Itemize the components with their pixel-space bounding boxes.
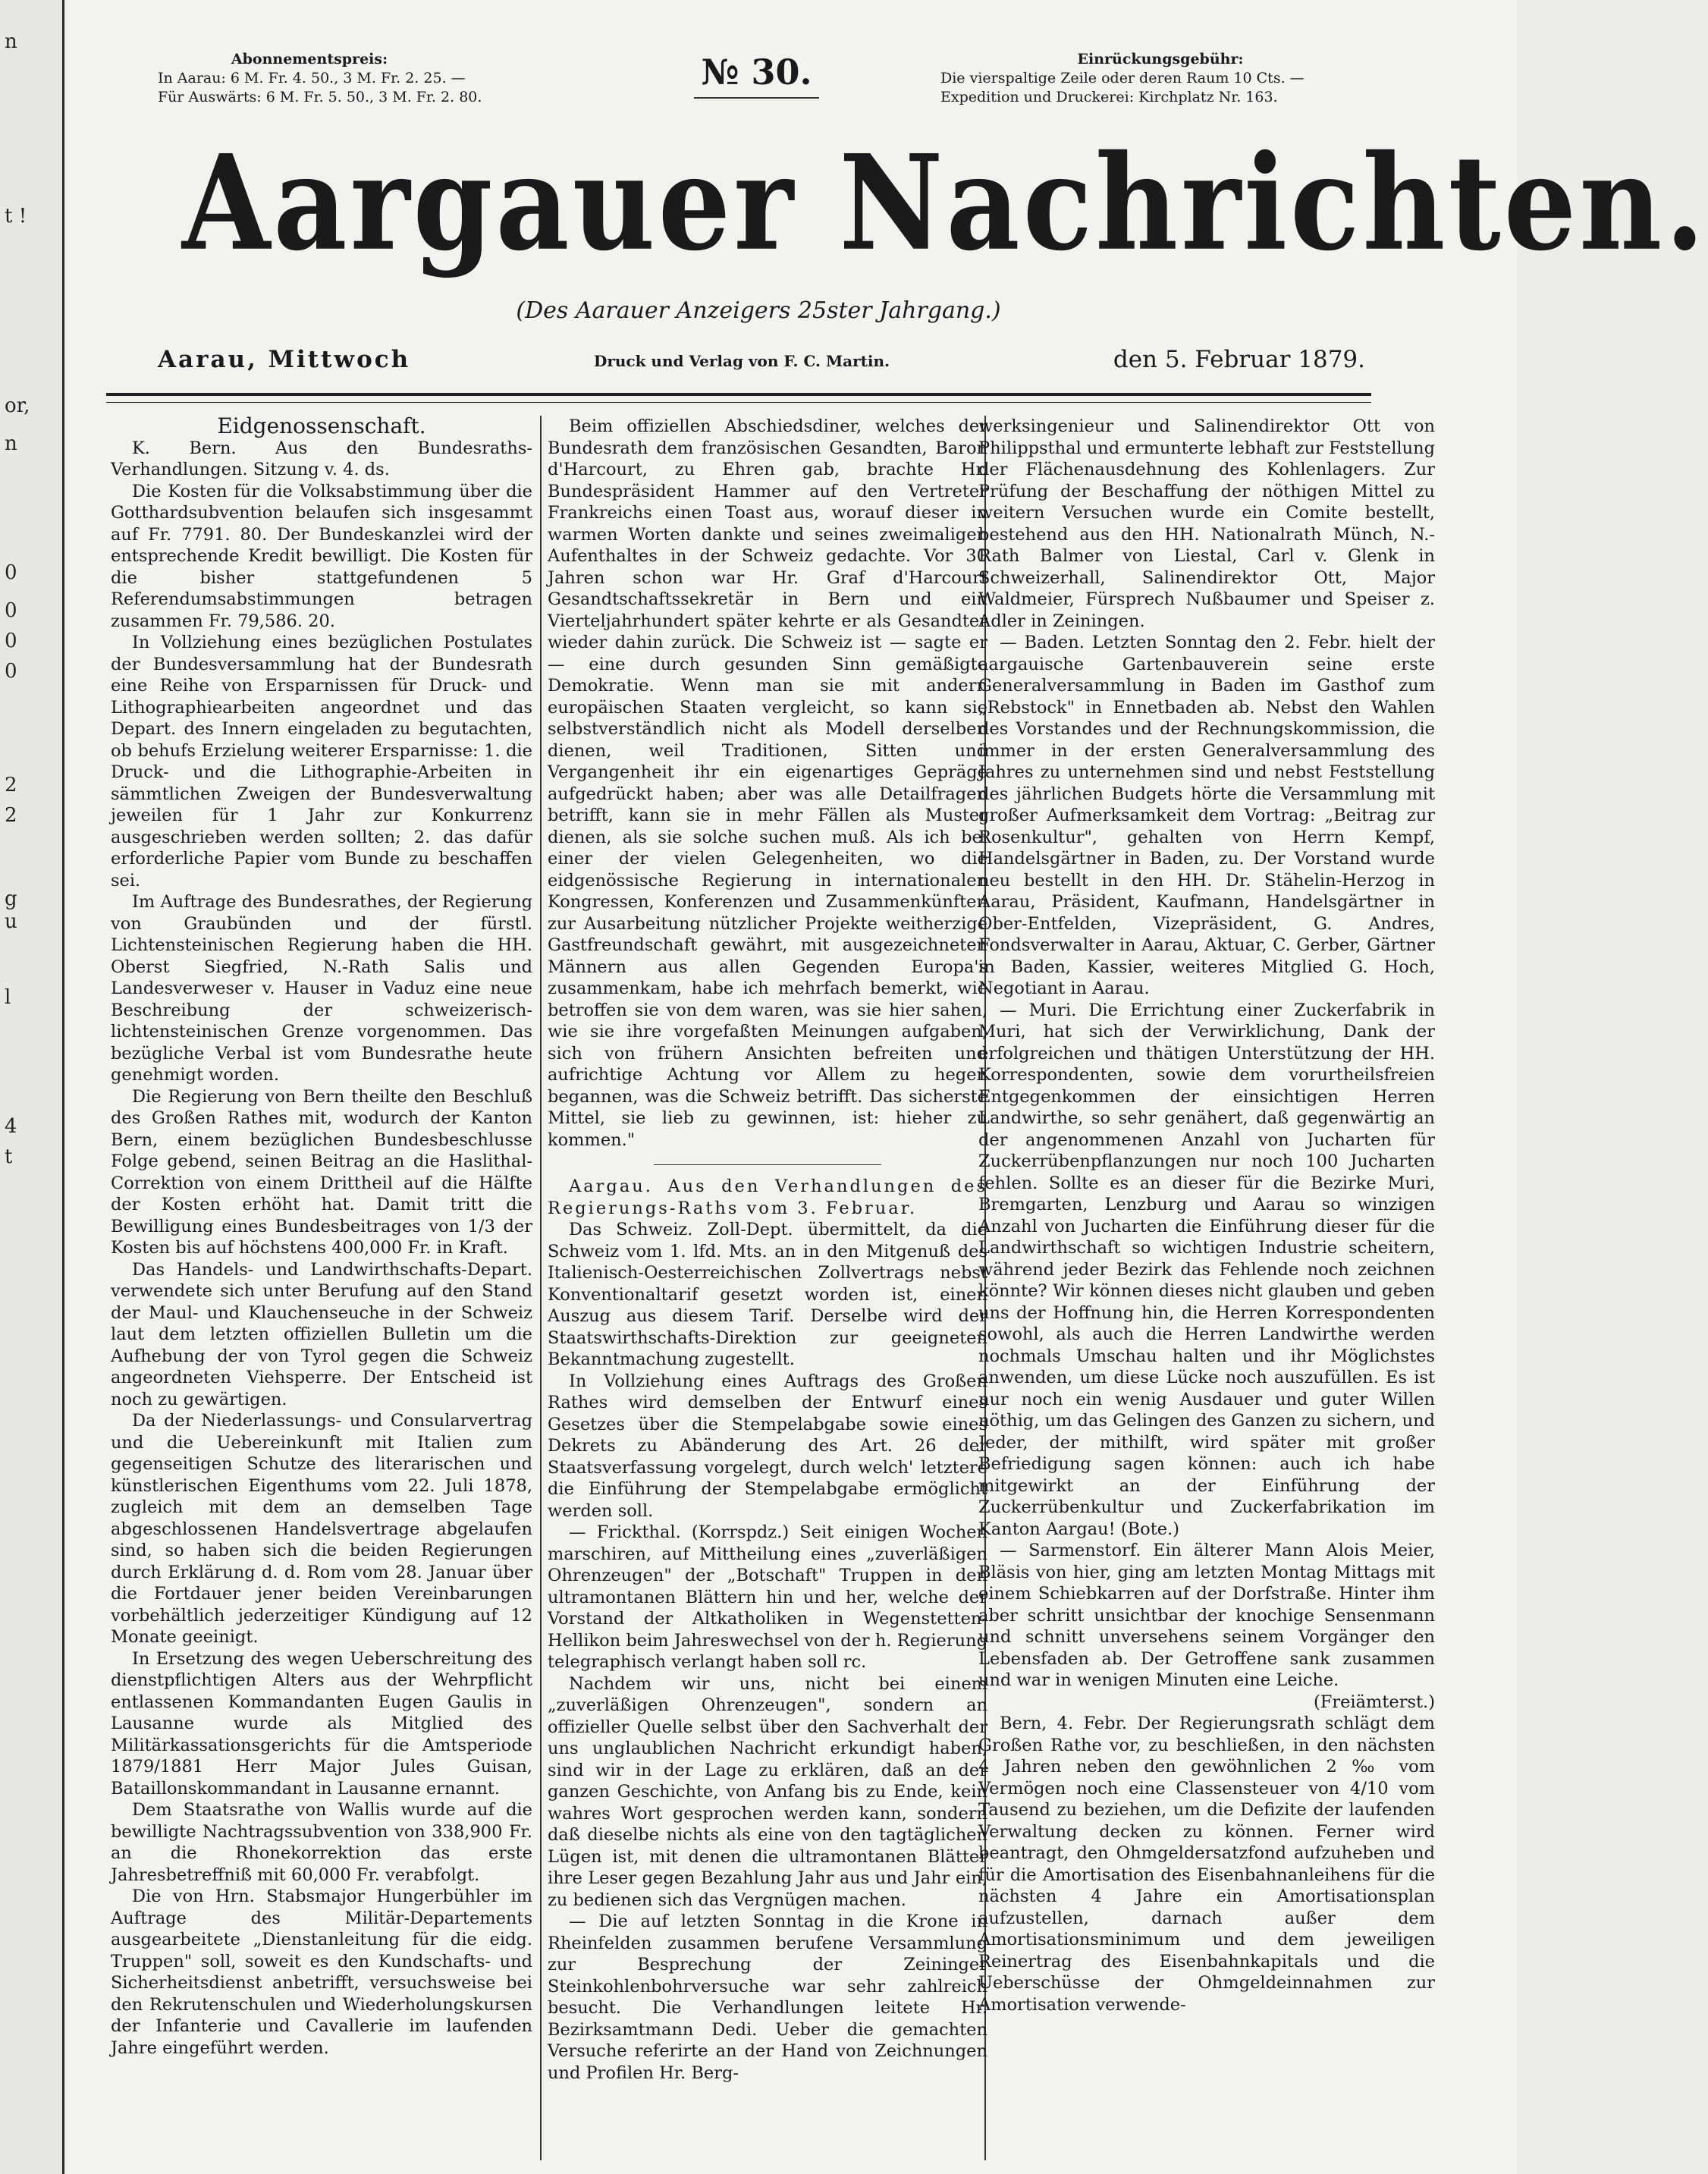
issue-rule: [694, 97, 819, 99]
column-2: [548, 416, 987, 2084]
section-heading: Eidgenossenschaft.: [217, 413, 426, 438]
article-paragraph: K. Bern. Aus den Bundesraths-Verhandlungen. Sitzung v. 4. ds.: [111, 438, 532, 479]
prev-page-fragment: 0: [5, 599, 17, 622]
article-source: (Freiämterst.): [1313, 1692, 1435, 1712]
article-paragraph: werksingenieur und Salinendirektor Ott von Philippsthal und ermunterte lebhaft zur Feststellung der Flächenausdehnung des Kohlenlagers. Zur Prüfung der Beschaffung der nöthigen Mittel zu weitern Versuchen wurde ein Comite bestellt, bestehend aus den HH. Nationalrath Münch, N.-Rath Balmer von Liestal, Carl v. Glenk in Schweizerhall, Salinendirektor Ott, Major Waldmeier, Fürsprech Nußbaumer und Speiser z. Adler in Zeiningen.: [978, 416, 1435, 631]
insertion-fee-block: [940, 50, 1380, 107]
prev-page-fragment: 2: [5, 804, 17, 827]
article-paragraph: Bern, 4. Febr. Der Regierungsrath schlägt dem Großen Rathe vor, zu beschließen, in den nächsten 4 Jahren neben den gewöhnlichen 2 ‰ vom Vermögen noch eine Classensteuer von 4/10 vom Tausend zu beziehen, um die Defizite der laufenden Verwaltung decken zu können. Ferner wird beantragt, den Ohmgeldersatzfond aufzuheben und für die Amortisation des Eisenbahnanleihens für die nächsten 4 Jahre ein Amortisationsplan aufzustellen, darnach außer dem Amortisationsminimum und dem jeweiligen Reinertrag des Eisenbahnkapitals und die Ueberschüsse der Ohmgeldeinnahmen zur Amortisation verwende-: [978, 1714, 1435, 2015]
article-paragraph: Die von Hrn. Stabsmajor Hungerbühler im Auftrage des Militär-Departements ausgearbeitete „Dienstanleitung für die eidg. Truppen" soll, soweit es den Kundschafts- und Sicherheitsdienst anbetrifft, versuchsweise bei den Rekrutenschulen und Wiederholungskursen der Infanterie und Cavallerie im laufenden Jahre eingeführt werden.: [111, 1887, 532, 2058]
article-paragraph: — Baden. Letzten Sonntag den 2. Febr. hielt der aargauische Gartenbauverein seine erste Generalversammlung in Baden im Gasthof zum „Rebstock" in Ennetbaden ab. Nebst den Wahlen des Vorstandes und der Rechnungskommission, die immer in der ersten Generalversammlung des Jahres zu unternehmen sind und nebst Feststellung des jährlichen Budgets hörte die Versammlung mit großer Aufmerksamkeit dem Vortrag: „Beitrag zur Rosenkultur", gehalten von Herrn Kempf, Handelsgärtner in Baden, zu. Der Vorstand wurde neu bestellt in den HH. Dr. Stähelin-Herzog in Aarau, Präsident, Kaufmann, Handelsgärtner in Ober-Entfelden, Vizepräsident, G. Andres, Fondsverwalter in Aarau, Aktuar, C. Gerber, Gärtner in Baden, Kassier, weiteres Mitglied G. Hoch, Negotiant in Aarau.: [978, 633, 1435, 998]
prev-page-fragment: t: [5, 1145, 13, 1168]
previous-page-margin: [0, 0, 64, 2174]
prev-page-fragment: l: [5, 986, 11, 1009]
article-paragraph: Die Kosten für die Volksabstimmung über die Gotthardsubvention belaufen sich insgesammt auf Fr. 7791. 80. Der Bundeskanzlei wird der entsprechende Kredit bewilligt. Die Kosten für die bisher stattgefundenen 5 Referendumsabstimmungen betragen zusammen Fr. 79,586. 20.: [111, 481, 532, 631]
article-paragraph: — Muri. Die Errichtung einer Zuckerfabrik in Muri, hat sich der Verwirklichung, Dank der erfolgreichen und thätigen Unterstützung der HH. Korrespondenten, sowie dem vorurtheilsfreien Entgegenkommen der einsichtigen Herren Landwirthe, so sehr genähert, daß gegenwärtig an der angenommenen Anzahl von Jucharten für Zuckerrübenpflanzungen nur noch 100 Jucharten fehlen. Sollte es an dieser für die Bezirke Muri, Bremgarten, Lenzburg und Aarau so winzigen Anzahl von Jucharten die Einführung dieser für die Landwirthschaft so wichtigen Industrie scheitern, während jeder Bezirk das Fehlende noch zeichnen könnte? Wir können dieses nicht glauben und geben uns der Hoffnung hin, die Herren Korrespondenten sowohl, als auch die Herren Landwirthe werden nochmals Umschau halten und ihr Möglichstes anwenden, um diese Lücke noch auszufüllen. Es ist nur noch ein wenig Ausdauer und guter Willen nöthig, um das Gelingen des Ganzen zu sichern, und Jeder, der mithilft, wird später mit großer Befriedigung sagen können: auch ich habe mitgewirkt an der Einführung der Zuckerrübenkultur und Zuckerfabrikation im Kanton Aargau! (Bote.): [978, 1000, 1435, 1539]
article-paragraph: In Ersetzung des wegen Ueberschreitung des dienstpflichtigen Alters aus der Wehrpflicht entlassenen Kommandanten Eugen Gaulis in Lausanne wurde als Mitglied des Militärkassationsgerichts für die Amtsperiode 1879/1881 Herr Major Jules Guisan, Bataillonskommandant in Lausanne ernannt.: [111, 1648, 532, 1799]
prev-page-fragment: n: [5, 432, 17, 455]
article-paragraph: — Die auf letzten Sonntag in die Krone in Rheinfelden zusammen berufene Versammlung zur Besprechung der Zeininger Steinkohlenbohrversuche war sehr zahlreich besucht. Die Verhandlungen leitete Hr. Bezirksamtmann Dedi. Ueber die gemachten Versuche referirte an der Hand von Zeichnungen und Profilen Hr. Berg-: [548, 1912, 987, 2083]
prev-page-fragment: 0: [5, 561, 17, 584]
prev-page-fragment: 0: [5, 630, 17, 652]
issue-number: № 30.: [701, 52, 812, 93]
aargau-section-intro: Aargau. Aus den Verhandlungen des Regierungs-Raths vom 3. Februar.: [548, 1177, 987, 1218]
dateline-printer: Druck und Verlag von F. C. Martin.: [594, 352, 890, 370]
prev-page-fragment: u: [5, 910, 17, 933]
article-paragraph: In Vollziehung eines Auftrags des Großen Rathes wird demselben der Entwurf eines Gesetzes über die Stempelabgabe sowie eines Dekrets zu Abänderung des Art. 26 der Staatsverfassung vorgelegt, durch welch' letztere die Einführung der Stempelabgabe ermöglicht werden soll.: [548, 1371, 987, 1521]
dateline-place: Aarau, Mittwoch: [158, 346, 411, 373]
subscription-line: In Aarau: 6 M. Fr. 4. 50., 3 M. Fr. 2. 25. —: [158, 70, 466, 86]
article-paragraph: Beim offiziellen Abschiedsdiner, welches der Bundesrath dem französischen Gesandten, Baron d'Harcourt, zu Ehren gab, brachte Hr. Bundespräsident Hammer auf den Vertreter Frankreichs einen Toast aus, worauf dieser in warmen Worten dankte und seines zweimaligen Aufenthaltes in der Schweiz gedachte. Vor 30 Jahren schon war Hr. Graf d'Harcourt Gesandtschaftssekretär in Bern und ein Vierteljahrhundert später kehrte er als Gesandter wieder dahin zurück. Die Schweiz ist — sagte er — eine durch gesunden Sinn gemäßigte Demokratie. Wenn man sie mit andern europäischen Staaten vergleicht, so kann sie selbstverständlich nicht als Modell derselben dienen, weil Traditionen, Sitten und Vergangenheit ihr ein eigenartiges Gepräge aufgedrückt haben; aber was alle Detailfragen betrifft, kann sie in mehr Fällen als Muster dienen, als sie solche suchen muß. Als ich bei einer der vielen Gelegenheiten, wo die eidgenössische Regierung in internationalen Kongressen, Konferenzen und Zusammenkünften zur Ausarbeitung nützlicher Projekte weitherzige Gastfreundschaft gewährt, mit ausgezeichneten Männern aus allen Gegenden Europa's zusammenkam, habe ich mehrfach bemerkt, wie betroffen sie von dem waren, was sie hier sahen, wie sie ihre vorgefaßten Meinungen aufgaben, sich von frühern Ansichten befreiten und aufrichtige Achtung vor Allem zu hegen begannen, was die Schweiz betrifft. Das sicherste Mittel, sie lieb zu gewinnen, ist: hieher zu kommen.": [548, 416, 987, 1150]
prev-page-fragment: t !: [5, 205, 27, 228]
insertion-fee-line: Expedition und Druckerei: Kirchplatz Nr. 163.: [940, 89, 1278, 105]
issue-number-block: [686, 52, 827, 99]
insertion-fee-title: Einrückungsgebühr:: [1077, 51, 1244, 68]
article-paragraph: Das Handels- und Landwirthschafts-Depart. verwendete sich unter Berufung auf den Stand der Maul- und Klauchenseuche in der Schweiz laut dem letzten offiziellen Bulletin um die Aufhebung der von Tyrol gegen die Schweiz angeordneten Viehsperre. Der Entscheid ist noch zu gewärtigen.: [111, 1259, 532, 1409]
masthead-title: Aargauer Nachrichten.: [182, 126, 1708, 281]
article-paragraph: Da der Niederlassungs- und Consularvertrag und die Uebereinkunft mit Italien zum gegenseitigen Schutze des literarischen und künstlerischen Eigenthums vom 22. Juli 1878, zugleich mit dem an demselben Tage abgeschlossenen Handelsvertrage abgelaufen sind, so haben sich die beiden Regierungen durch Erklärung d. d. Rom vom 28. Januar über die Fortdauer jener beiden Vereinbarungen vorbehältlich jederzeitiger Kündigung auf 12 Monate geeinigt.: [111, 1411, 532, 1647]
subscription-line: Für Auswärts: 6 M. Fr. 5. 50., 3 M. Fr. 2. 80.: [158, 89, 482, 105]
column-divider: [540, 416, 542, 2160]
insertion-fee-line: Die vierspaltige Zeile oder deren Raum 10 Cts. —: [940, 70, 1305, 86]
column-3: [978, 416, 1435, 2015]
article-paragraph: In Vollziehung eines bezüglichen Postulates der Bundesversammlung hat der Bundesrath eine Reihe von Ersparnissen für Druck- und Lithographiearbeiten angeordnet und das Depart. des Innern eingeladen zu begutachten, ob behufs Erzielung weiterer Ersparnisse: 1. die Druck- und die Lithographie-Arbeiten in sämmtlichen Zweigen der Bundesverwaltung jeweilen für 1 Jahr zur Konkurrenz ausgeschrieben werden sollten; 2. das dafür erforderliche Papier vom Bunde zu beschaffen sei.: [111, 633, 532, 891]
prev-page-fragment: 4: [5, 1115, 17, 1138]
article-paragraph: Im Auftrage des Bundesrathes, der Regierung von Graubünden und der fürstl. Lichtensteinischen Regierung haben die HH. Oberst Siegfried, N.-Rath Salis und Landesverweser v. Hauser in Vaduz eine neue Beschreibung der schweizerisch-lichtensteinischen Grenze vorgenommen. Das bezügliche Verbal ist vom Bundesrathe heute genehmigt worden.: [111, 892, 532, 1085]
article-paragraph: Das Schweiz. Zoll-Dept. übermittelt, da die Schweiz vom 1. lfd. Mts. an in den Mitgenuß des Italienisch-Oesterreichischen Zollvertrags nebst Konventionaltarif gesetzt worden ist, einen Auszug aus diesem Tarif. Derselbe wird der Staatswirthschafts-Direktion zur geeigneten Bekanntmachung zugestellt.: [548, 1220, 987, 1369]
prev-page-fragment: 2: [5, 774, 17, 796]
article-paragraph: Die Regierung von Bern theilte den Beschluß des Großen Rathes mit, wodurch der Kanton Bern, einem bezüglichen Bundesbeschlusse Folge gebend, seinen Beitrag an die Haslithal-Correktion von einem Drittheil auf die Hälfte der Kosten erhöht hat. Damit tritt die Bewilligung eines Bundesbeitrages von 1/3 der Kosten bis auf höchstens 400,000 Fr. in Kraft.: [111, 1086, 532, 1258]
article-paragraph: Nachdem wir uns, nicht bei einem „zuverläßigen Ohrenzeugen", sondern an offizieller Quelle selbst über den Sachverhalt der uns unglaublichen Nachricht erkundigt haben, sind wir in der Lage zu erklären, daß an der ganzen Geschichte, von Anfang bis zu Ende, kein wahres Wort gesprochen werden kann, sondern daß dieselbe nichts als eine von den tagtäglichen Lügen ist, mit denen die ultramontanen Blätter ihre Leser gegen Bezahlung Jahr aus und Jahr ein, zu bedienen sich das Vergnügen machen.: [548, 1673, 987, 1910]
prev-page-fragment: or,: [5, 394, 30, 417]
article-divider: [654, 1164, 881, 1165]
dateline: [158, 346, 1371, 384]
header-divider: [106, 393, 1371, 403]
article-paragraph: Dem Staatsrathe von Wallis wurde auf die bewilligte Nachtragssubvention von 338,900 Fr. an die Rhonekorrektion das erste Jahresbetreffniß mit 60,000 Fr. verabfolgt.: [111, 1800, 532, 1885]
prev-page-fragment: g: [5, 888, 17, 910]
column-1: [111, 413, 532, 2059]
article-paragraph: — Sarmenstorf. Ein älterer Mann Alois Meier, Bläsis von hier, ging am letzten Montag Mittags mit einem Schiebkarren auf der Dorfstraße. Hinter ihm aber schritt unsichtbar der knochige Sensenmann und schnitt unversehens seinem Vorgänger den Lebensfaden ab. Der Getroffene sank zusammen und war in wenigen Minuten eine Leiche.: [978, 1541, 1435, 1690]
prev-page-fragment: 0: [5, 660, 17, 683]
dateline-date: den 5. Februar 1879.: [1113, 346, 1365, 373]
subscription-price-block: [158, 50, 613, 107]
subscription-title: Abonnementspreis:: [231, 51, 388, 68]
prev-page-fragment: n: [5, 30, 17, 53]
article-paragraph: — Frickthal. (Korrspdz.) Seit einigen Wochen marschiren, auf Mittheilung eines „zuverläßigen Ohrenzeugen" der „Botschaft" Truppen in den ultramontanen Blättern hin und her, welche der Vorstand der Altkatholiken in Wegenstetten-Hellikon beim Jahreswechsel von der h. Regierung telegraphisch verlangt haben soll rc.: [548, 1522, 987, 1672]
masthead-subtitle: (Des Aarauer Anzeigers 25ster Jahrgang.): [516, 297, 1001, 324]
